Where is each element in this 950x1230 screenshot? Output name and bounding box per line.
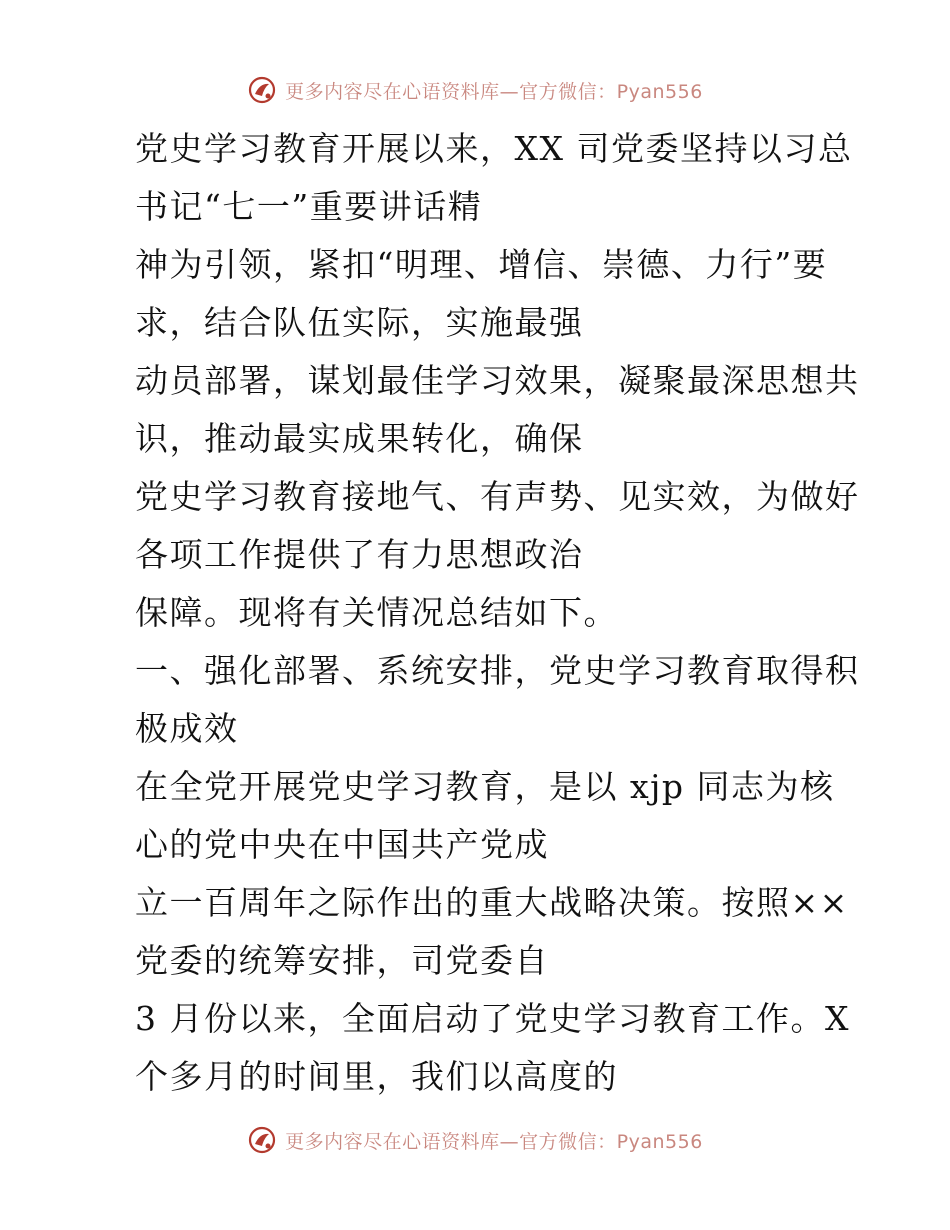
header-banner bbox=[0, 70, 950, 110]
text-line: 一、强化部署、系统安排，党史学习教育取得积 bbox=[135, 651, 860, 690]
text-line: 神为引领，紧扣“明理、增信、崇德、力行”要 bbox=[135, 245, 828, 284]
paragraph bbox=[97, 990, 857, 1106]
paragraph bbox=[97, 352, 860, 468]
stamp-logo-icon bbox=[247, 75, 277, 105]
paragraph bbox=[97, 468, 860, 584]
text-line: 心的党中央在中国共产党成 bbox=[135, 825, 549, 864]
text-line: 识，推动最实成果转化，确保 bbox=[135, 419, 584, 458]
document-body bbox=[97, 120, 860, 1106]
header-banner-text: 更多内容尽在心语资料库—官方微信：Pyan556 bbox=[285, 80, 703, 103]
paragraph bbox=[97, 874, 857, 990]
text-line: 3 月份以来，全面启动了党史学习教育工作。X bbox=[135, 999, 850, 1038]
text-line: 极成效 bbox=[135, 709, 239, 748]
footer-banner bbox=[0, 1120, 950, 1160]
paragraph bbox=[97, 758, 857, 874]
section-heading bbox=[97, 642, 860, 758]
text-line: 动员部署，谋划最佳学习效果，凝聚最深思想共 bbox=[135, 361, 860, 400]
stamp-logo-icon bbox=[247, 1125, 277, 1155]
text-line: 党史学习教育接地气、有声势、见实效，为做好 bbox=[135, 477, 860, 516]
text-line: 书记“七一”重要讲话精 bbox=[135, 187, 483, 226]
text-line: 个多月的时间里，我们以高度的 bbox=[135, 1057, 618, 1096]
text-line: 在全党开展党史学习教育，是以 xjp 同志为核 bbox=[135, 767, 835, 806]
paragraph bbox=[97, 236, 857, 352]
text-line: 党委的统筹安排，司党委自 bbox=[135, 941, 549, 980]
text-line: 求，结合队伍实际，实施最强 bbox=[135, 303, 584, 342]
text-line: 各项工作提供了有力思想政治 bbox=[135, 535, 584, 574]
text-line: 保障。现将有关情况总结如下。 bbox=[135, 593, 618, 632]
text-line: 党史学习教育开展以来，XX 司党委坚持以习总 bbox=[135, 129, 853, 168]
paragraph bbox=[97, 584, 857, 642]
footer-banner-text: 更多内容尽在心语资料库—官方微信：Pyan556 bbox=[285, 1130, 703, 1153]
paragraph bbox=[97, 120, 857, 236]
text-line: 立一百周年之际作出的重大战略决策。按照×× bbox=[135, 883, 849, 922]
